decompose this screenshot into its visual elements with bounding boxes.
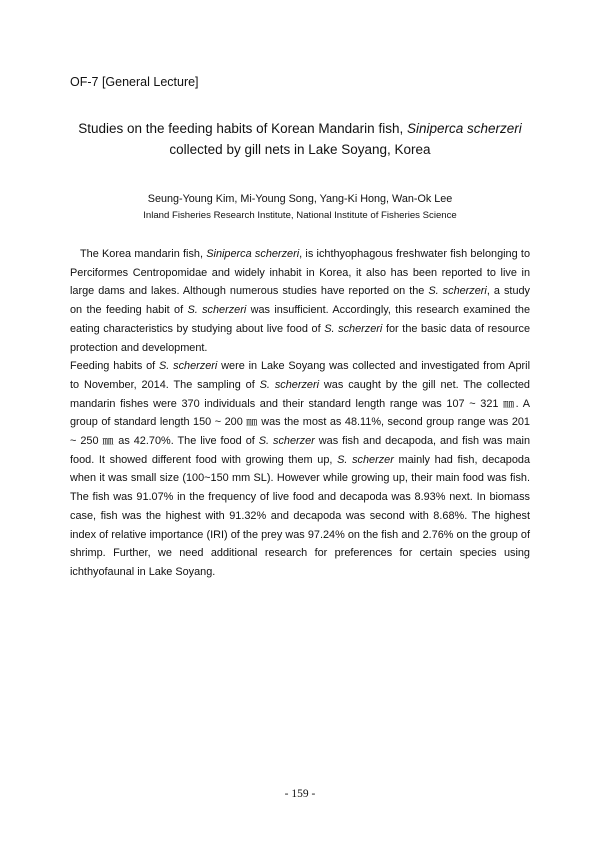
affiliation: Inland Fisheries Research Institute, National Institute of Fisheries Science <box>143 210 457 221</box>
p2-species-2: S. scherzeri <box>259 378 320 391</box>
p2-species-3: S. scherzer <box>258 435 315 448</box>
abstract-paragraph-1 <box>70 245 530 357</box>
paper-title <box>60 118 540 160</box>
abstract-paragraph-2 <box>70 357 530 581</box>
p2-text-1: Feeding habits of <box>70 360 160 373</box>
session-label: OF-7 [General Lecture] <box>70 75 199 89</box>
p1-species-4: S. scherzeri <box>324 322 383 335</box>
p2-species-4: S. scherzer <box>337 453 394 466</box>
page-number: - 159 - <box>284 788 316 800</box>
p1-text-1: The Korea mandarin fish, <box>80 248 207 260</box>
title-text-1: Studies on the feeding habits of Korean Mandarin fish, <box>78 121 407 136</box>
p1-species-1: Siniperca scherzeri <box>206 248 300 260</box>
p1-species-2: S. scherzeri <box>428 285 487 298</box>
p2-text-3: was caught by the gill net. The collected mandarin fishes were 370 individuals and their standard length range was 107 ~ 321 ㎜. A group of standard length 150 ~ 200 ㎜ was the most as 48.11%, second group range was 201 ~ 250 ㎜ as 42.70%. The live food of <box>70 378 530 448</box>
p2-text-5: mainly had fish, decapoda when it was small size (100~150 mm SL). However while growing up, their main food was fish. The fish was 91.07% in the frequency of live food and decapoda was 8.93% next. In biomass case, fish was the highest with 91.32% and decapoda was second with 8.68%. The highest index of relative importance (IRI) of the prey was 97.24% on the fish and 2.76% on the group of shrimp. Further, we need additional research for preferences for certain species using ichthyofaunal in Lake Soyang. <box>70 453 531 578</box>
p2-species-1: S. scherzeri <box>159 360 218 373</box>
p2-text-4: was fish and decapoda, and fish was main food. It showed different food with growing them up, <box>70 435 531 466</box>
p2-text-2: were in Lake Soyang was collected and investigated from April to November, 2014. The sampling of <box>70 360 530 391</box>
p1-text-5: for the basic data of resource protection and development. <box>70 322 531 354</box>
author-list: Seung-Young Kim, Mi-Young Song, Yang-Ki Hong, Wan-Ok Lee <box>147 193 453 205</box>
p1-text-3: , a study on the feeding habit of <box>70 285 530 317</box>
title-species: Siniperca scherzeri <box>406 121 522 136</box>
abstract-body <box>70 245 530 582</box>
p1-species-3: S. scherzeri <box>187 304 247 317</box>
title-text-2: collected by gill nets in Lake Soyang, Korea <box>169 142 431 157</box>
p1-text-2: , is ichthyophagous freshwater fish belonging to Perciformes Centropomidae and widely inhabit in Korea, it also has been reported to live in large dams and lakes. Although numerous studies have reported on the <box>70 248 531 298</box>
p1-text-4: was insufficient. Accordingly, this research examined the eating characteristics by studying about live food of <box>70 304 530 335</box>
